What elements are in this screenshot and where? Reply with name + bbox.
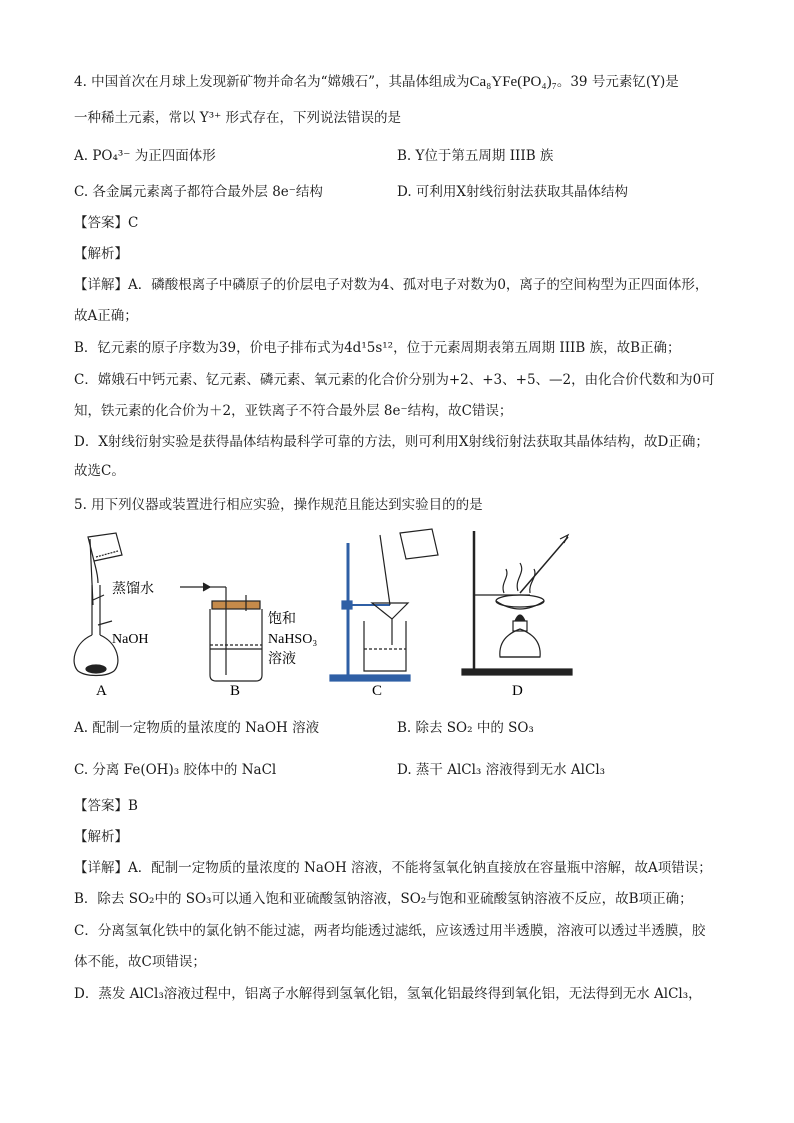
q5-option-b: B. 除去 SO₂ 中的 SO₃ [397,720,534,736]
q5-stem: 5. 用下列仪器或装置进行相应实验，操作规范且能达到实验目的的是 [74,497,483,513]
q4-detail-line: 【详解】A．磷酸根离子中磷原子的价层电子对数为4、孤对电子对数为0，离子的空间构型为正四面体形， [74,277,709,293]
q4-detail-line: 故选C。 [74,463,125,479]
figure-label-saturated: 饱和 [268,612,296,627]
q4-stem-line-2: 一种稀土元素，常以 Y³⁺ 形式存在，下列说法错误的是 [74,110,402,126]
q5-analysis-heading: 【解析】 [74,829,128,845]
q5-detail-line: B．除去 SO₂中的 SO₃可以通入饱和亚硫酸氢钠溶液，SO₂与饱和亚硫酸氢钠溶液不反应，故B项正确； [74,891,693,907]
q4-detail-line: 故A正确； [74,308,138,324]
q4-option-d: D. 可利用X射线衍射法获取其晶体结构 [397,184,629,200]
q5-answer: 【答案】B [74,798,138,814]
q4-detail-line: B．钇元素的原子序数为39，价电子排布式为4d¹5s¹²，位于元素周期表第五周期 IIIB 族，故B正确； [74,340,681,356]
q4-option-b: B. Y位于第五周期 IIIB 族 [397,148,554,164]
q5-detail-line: 体不能，故C项错误； [74,954,206,970]
q4-analysis-heading: 【解析】 [74,246,128,262]
q4-stem-text-b: 。39 号元素钇(Y)是 [556,74,679,90]
figure-label-naoh: NaOH [112,632,149,647]
figure-caption-b: B [230,683,241,699]
figure-label-solution: 溶液 [268,652,296,667]
q4-answer: 【答案】C [74,215,139,231]
q5-option-d: D. 蒸干 AlCl₃ 溶液得到无水 AlCl₃ [397,762,606,778]
q4-stem-text-a: 4. 中国首次在月球上发现新矿物并命名为“嫦娥石”，其晶体组成为 [74,74,470,90]
q5-detail-line: D．蒸发 AlCl₃溶液过程中，铝离子水解得到氢氧化铝，氢氧化铝最终得到氧化铝，无法得到无水 AlCl₃， [74,986,702,1002]
apparatus-a [74,533,122,676]
q4-detail-line: D．X射线衍射实验是获得晶体结构最科学可靠的方法，则可利用X射线衍射法获取其晶体结构，故D正确； [74,434,709,450]
figure-caption-a: A [96,683,107,699]
q5-detail-line: 【详解】A．配制一定物质的量浓度的 NaOH 溶液，不能将氢氧化钠直接放在容量瓶中溶解，故A项错误； [74,860,712,876]
q4-detail-line: C．嫦娥石中钙元素、钇元素、磷元素、氧元素的化合价分别为+2、+3、+5、—2，由化合价代数和为0可 [74,372,715,388]
apparatus-d [462,531,572,675]
apparatus-b [180,583,262,681]
figure-label-water: 蒸馏水 [112,582,154,597]
q5-option-c: C. 分离 Fe(OH)₃ 胶体中的 NaCl [74,762,277,778]
q4-detail-line: 知，铁元素的化合价为＋2，亚铁离子不符合最外层 8e⁻结构，故C错误； [74,403,513,419]
q4-formula: Ca₈YFe(PO₄)₇ [469,74,557,90]
q5-option-a: A. 配制一定物质的量浓度的 NaOH 溶液 [74,720,320,736]
apparatus-c [330,529,438,681]
q4-option-a: A. PO₄³⁻ 为正四面体形 [74,148,216,164]
q4-stem-line-1 [74,72,754,92]
figure-caption-c: C [372,683,383,699]
figure-label-nahso3: NaHSO₃ [268,632,318,647]
q4-option-c: C. 各金属元素离子都符合最外层 8e⁻结构 [74,184,323,200]
figure-caption-d: D [512,683,523,699]
q5-apparatus-figure [60,525,620,700]
q5-detail-line: C．分离氢氧化铁中的氯化钠不能过滤，两者均能透过滤纸，应该透过用半透膜，溶液可以透过半透膜，胶 [74,923,706,939]
